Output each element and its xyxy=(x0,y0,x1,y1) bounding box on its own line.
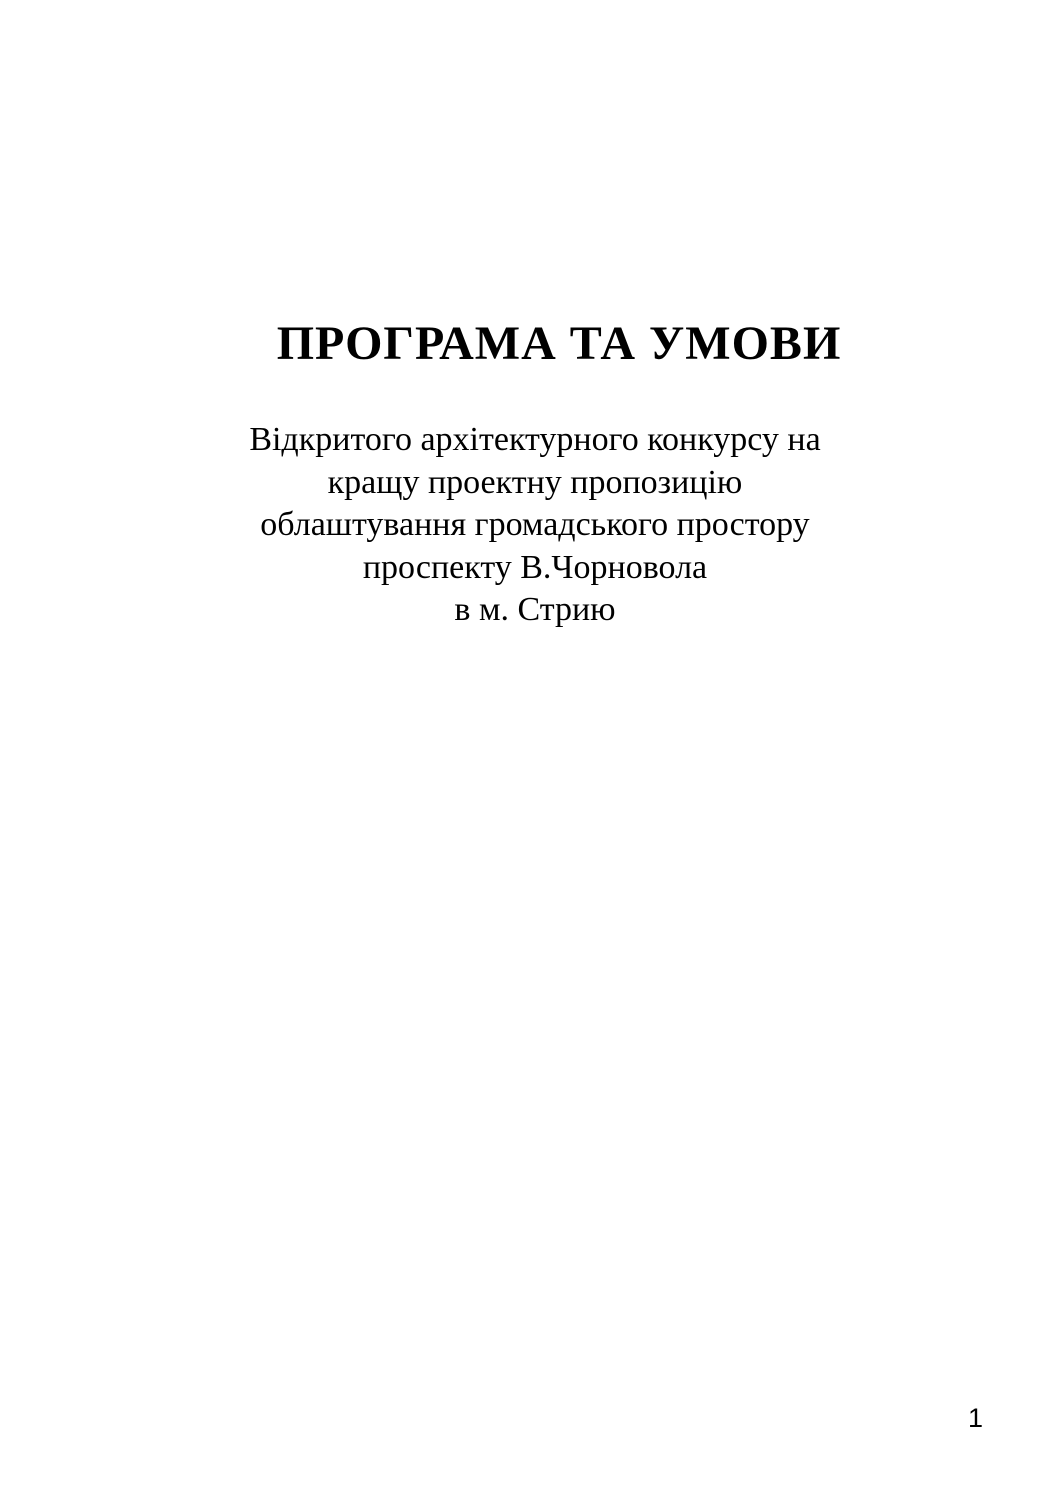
subtitle-line-5: в м. Стрию xyxy=(454,591,616,628)
document-subtitle xyxy=(10,419,1060,632)
subtitle-line-2: кращу проектну пропозицію xyxy=(327,463,743,501)
document-title: ПРОГРАМА ТА УМОВИ xyxy=(276,317,842,370)
subtitle-line-1: Відкритого архітектурного конкурсу на xyxy=(249,421,821,458)
subtitle-line-4: проспекту В.Чорновола xyxy=(362,548,708,586)
page-number: 1 xyxy=(967,1403,983,1433)
subtitle-line-3: облаштування громадського простору xyxy=(260,506,810,543)
